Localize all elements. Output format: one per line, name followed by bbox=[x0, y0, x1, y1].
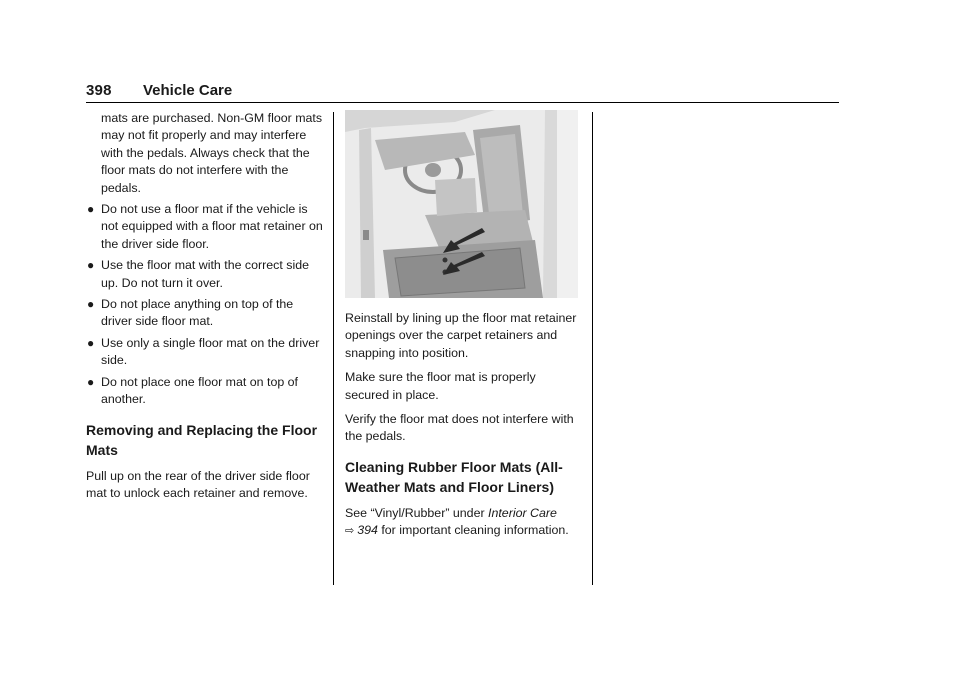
reference-suffix: for important cleaning information. bbox=[377, 523, 569, 538]
removing-floor-mats-paragraph: Pull up on the rear of the driver side floor mat to unlock each retainer and remove. bbox=[86, 468, 310, 500]
list-item-text: Do not place one floor mat on top of another. bbox=[101, 374, 298, 407]
bullet-dot-icon: ● bbox=[87, 258, 95, 273]
list-item-text: Do not place anything on top of the driver side floor mat. bbox=[101, 297, 294, 329]
secure-paragraph: Make sure the floor mat is properly secured in place. bbox=[345, 370, 536, 402]
list-item bbox=[86, 335, 326, 370]
interior-care-link[interactable]: Interior Care bbox=[488, 505, 557, 520]
page-reference-link[interactable]: 394 bbox=[357, 523, 378, 538]
cleaning-floor-mats-heading: Cleaning Rubber Floor Mats (All-Weather Mats and Floor Liners) bbox=[345, 458, 563, 495]
column-divider-right bbox=[592, 112, 593, 585]
page-header bbox=[86, 82, 839, 104]
list-item bbox=[86, 296, 326, 331]
reference-prefix: See “Vinyl/Rubber” under bbox=[345, 505, 489, 520]
floor-mat-illustration bbox=[345, 110, 578, 298]
cross-reference-arrow-icon: ⇨ bbox=[345, 525, 355, 538]
reinstall-paragraph: Reinstall by lining up the floor mat retainer openings over the carpet retainers and snapping into position. bbox=[345, 311, 577, 360]
floor-mat-warnings-list bbox=[86, 201, 326, 408]
list-item-text: Do not use a floor mat if the vehicle is not equipped with a floor mat retainer on the driver side floor. bbox=[101, 202, 323, 251]
bullet-dot-icon: ● bbox=[87, 374, 95, 389]
list-item bbox=[86, 257, 326, 292]
list-item-text: Use the floor mat with the correct side up. Do not turn it over. bbox=[101, 258, 309, 290]
bullet-dot-icon: ● bbox=[87, 297, 95, 312]
driver-door-illustration bbox=[345, 110, 578, 298]
removing-floor-mats-heading: Removing and Replacing the Floor Mats bbox=[86, 421, 318, 458]
cleaning-reference-paragraph bbox=[345, 505, 583, 541]
section-title: Vehicle Care bbox=[143, 82, 233, 99]
list-item bbox=[86, 201, 326, 253]
list-item-text: Use only a single floor mat on the driver side. bbox=[101, 335, 320, 368]
bullet-dot-icon: ● bbox=[87, 335, 95, 350]
column-divider-left bbox=[333, 112, 334, 585]
verify-paragraph: Verify the floor mat does not interfere with the pedals. bbox=[345, 412, 574, 444]
left-column bbox=[86, 110, 326, 509]
header-rule bbox=[86, 102, 839, 103]
page-number: 398 bbox=[86, 82, 112, 99]
continued-paragraph: mats are purchased. Non-GM floor mats may not fit properly and may interfere with the pedals. Always check that the floor mats do not interfere with the pedals. bbox=[101, 111, 323, 195]
middle-column bbox=[345, 110, 583, 548]
bullet-dot-icon: ● bbox=[87, 202, 95, 217]
list-item bbox=[86, 374, 326, 409]
